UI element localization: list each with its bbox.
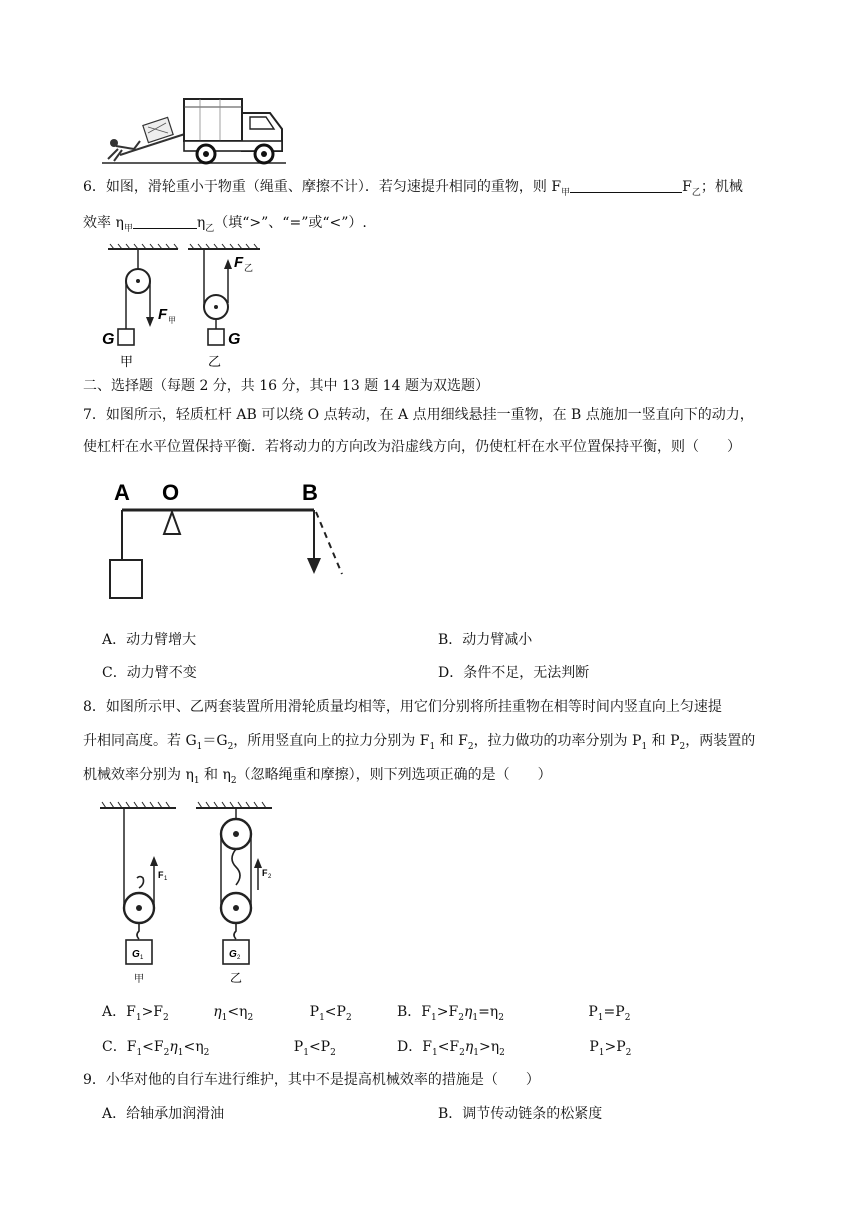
q8-sub: 2 xyxy=(459,1047,465,1058)
q6-caption-right: 乙 xyxy=(208,354,222,369)
q6-label-f-right-sub: 乙 xyxy=(244,263,254,273)
q8-opt-text: >F xyxy=(141,1004,164,1020)
q8-opt-text: <η xyxy=(183,1039,204,1055)
q8-sub: 1 xyxy=(177,1047,184,1058)
q7-lever-figure xyxy=(96,474,356,602)
q8-caption-left: 甲 xyxy=(134,974,144,985)
q8-opt-text: <F xyxy=(142,1039,164,1055)
q8-label-g2-sub: 2 xyxy=(237,955,241,961)
q8-sub: 1 xyxy=(221,1012,228,1023)
q8-line-3 xyxy=(83,765,552,791)
q8-opt-text: B．F xyxy=(397,1004,432,1020)
q8-sub: 1 xyxy=(431,1047,438,1058)
q6-line-2 xyxy=(83,213,367,239)
q8-sub: 1 xyxy=(196,741,203,752)
q8-sub: 1 xyxy=(598,1047,605,1058)
q8-label-f2: F xyxy=(262,868,268,878)
q8-opt-text: η xyxy=(213,1004,222,1020)
q8-opt-text: A．F xyxy=(102,1004,136,1020)
q7-label-b: B xyxy=(302,480,318,505)
q8-sub: 2 xyxy=(247,1012,254,1023)
q6-sub-yi: 乙 xyxy=(691,187,701,198)
q8-sub: 1 xyxy=(429,741,436,752)
q7-option-b[interactable]: B．动力臂减小 xyxy=(438,632,533,648)
q8-sub: 2 xyxy=(624,1012,631,1023)
q6-caption-left: 甲 xyxy=(120,354,134,369)
q6-blank-1 xyxy=(570,178,682,193)
q6-text: F xyxy=(682,179,692,195)
q8-sub: 1 xyxy=(641,741,648,752)
q6-sub-jia: 甲 xyxy=(123,223,133,234)
q8-label-f1: F xyxy=(158,870,164,880)
q8-sub: 1 xyxy=(597,1012,604,1023)
q8-text: （忽略绳重和摩擦），则下列选项正确的是（ ） xyxy=(236,767,552,783)
q8-opt-text: P xyxy=(309,1004,320,1020)
q8-line-2 xyxy=(83,731,755,757)
q8-opt-text: P xyxy=(589,1039,599,1055)
q9-line-1: 9．小华对他的自行车进行维护，其中不是提高机械效率的措施是（ ） xyxy=(83,1072,540,1088)
q6-label-f-left: F xyxy=(158,306,168,323)
q8-text: ，两装置的 xyxy=(685,733,756,749)
q8-sub: 2 xyxy=(625,1047,632,1058)
q6-text: （填“>”、“=”或“<”）. xyxy=(214,215,367,231)
q8-opt-text: <F xyxy=(437,1039,460,1055)
q8-sub: 1 xyxy=(193,775,200,786)
q8-opt-text: η xyxy=(169,1039,178,1055)
q8-opt-text: >F xyxy=(436,1004,459,1020)
q6-blank-2 xyxy=(133,214,197,229)
q6-label-f-right: F xyxy=(234,254,244,271)
q8-sub: 2 xyxy=(498,1012,504,1023)
q8-opt-text: <η xyxy=(227,1004,248,1020)
q6-pulley-figure xyxy=(100,243,270,371)
q8-label-g2: G xyxy=(229,949,237,960)
q8-sub: 2 xyxy=(163,1012,169,1023)
q8-sub: 1 xyxy=(319,1012,325,1023)
q8-opt-text: <P xyxy=(324,1004,346,1020)
q8-text: 和 η xyxy=(199,767,231,783)
q7-label-a: A xyxy=(114,480,130,505)
q8-sub: 2 xyxy=(499,1047,505,1058)
q8-label-f1-sub: 1 xyxy=(164,876,168,882)
q6-label-f-left-sub: 甲 xyxy=(168,316,176,325)
q8-text: ，所用竖直向上的拉力分别为 F xyxy=(233,733,430,749)
q8-pulley-figure xyxy=(96,800,276,990)
q8-opt-text: >P xyxy=(604,1039,626,1055)
q8-sub: 2 xyxy=(679,741,686,752)
q8-opt-text: D．F xyxy=(397,1039,432,1055)
q8-sub: 1 xyxy=(135,1012,142,1023)
q8-sub: 2 xyxy=(230,775,237,786)
q8-sub: 1 xyxy=(136,1047,143,1058)
q8-sub: 2 xyxy=(458,1012,464,1023)
q8-label-f2-sub: 2 xyxy=(268,874,272,880)
q9-option-b[interactable]: B．调节传动链条的松紧度 xyxy=(438,1106,603,1122)
q8-sub: 1 xyxy=(303,1047,309,1058)
q6-sub-yi: 乙 xyxy=(205,223,215,234)
q8-sub: 2 xyxy=(203,1047,210,1058)
q6-sub-jia: 甲 xyxy=(561,187,571,198)
q7-option-d[interactable]: D．条件不足，无法判断 xyxy=(438,665,590,681)
q8-sub: 1 xyxy=(473,1047,479,1058)
truck-figure xyxy=(100,93,290,165)
q6-text: 6．如图，滑轮重小于物重（绳重、摩擦不计）．若匀速提升相同的重物，则 F xyxy=(83,179,562,195)
q8-sub: 2 xyxy=(227,741,234,752)
q6-text: 效率 η xyxy=(83,215,124,231)
q8-option-b[interactable] xyxy=(397,1002,630,1028)
q8-sub: 2 xyxy=(467,741,474,752)
q7-line-1: 7．如图所示，轻质杠杆 AB 可以绕 O 点转动，在 A 点用细线悬挂一重物，在 B 点施加一竖直向下的动力， xyxy=(83,407,754,423)
q8-option-d[interactable] xyxy=(397,1037,631,1063)
q8-opt-text: η xyxy=(464,1039,474,1055)
q6-text: ；机械 xyxy=(700,179,743,195)
q8-text: ＝G xyxy=(202,733,228,749)
q7-line-2: 使杠杆在水平位置保持平衡．若将动力的方向改为沿虚线方向，仍使杠杆在水平位置保持平衡，则（ ） xyxy=(83,439,741,455)
q8-line-1: 8．如图所示甲、乙两套装置所用滑轮质量均相等，用它们分别将所挂重物在相等时间内竖直向上匀速提 xyxy=(83,699,722,715)
q8-option-a[interactable] xyxy=(102,1002,352,1028)
q8-label-g1: G xyxy=(132,949,140,960)
q8-sub: 2 xyxy=(345,1012,352,1023)
q8-opt-text: <P xyxy=(308,1039,331,1055)
q8-caption-right: 乙 xyxy=(230,971,243,985)
q8-text: 机械效率分别为 η xyxy=(83,767,194,783)
q8-opt-text: >η xyxy=(479,1039,500,1055)
q8-opt-text: η xyxy=(463,1004,473,1020)
q7-option-a[interactable]: A．动力臂增大 xyxy=(102,632,197,648)
q6-label-g-left: G xyxy=(102,331,115,348)
q6-label-g-right: G xyxy=(228,331,241,348)
q7-option-c[interactable]: C．动力臂不变 xyxy=(102,665,197,681)
q8-text: 和 P xyxy=(647,733,680,749)
q8-opt-text: P xyxy=(293,1039,304,1055)
q8-sub: 2 xyxy=(330,1047,336,1058)
q8-opt-text: C．F xyxy=(102,1039,137,1055)
q8-opt-text: =η xyxy=(478,1004,499,1020)
q8-sub: 1 xyxy=(472,1012,479,1023)
q6-text: η xyxy=(196,215,206,231)
q8-sub: 1 xyxy=(431,1012,437,1023)
q8-opt-text: P xyxy=(588,1004,598,1020)
q8-opt-text: =P xyxy=(603,1004,625,1020)
q8-option-c[interactable] xyxy=(102,1037,336,1063)
q9-option-a[interactable]: A．给轴承加润滑油 xyxy=(102,1106,225,1122)
q8-text: 和 F xyxy=(435,733,468,749)
section-2-heading: 二、选择题（每题 2 分，共 16 分，其中 13 题 14 题为双选题） xyxy=(83,378,489,394)
q8-text: ，拉力做功的功率分别为 P xyxy=(473,733,642,749)
q8-label-g1-sub: 1 xyxy=(140,955,144,961)
q6-line-1 xyxy=(83,177,743,203)
q8-text: 升相同高度。若 G xyxy=(83,733,197,749)
q7-label-o: O xyxy=(162,480,180,505)
q8-sub: 2 xyxy=(163,1047,170,1058)
